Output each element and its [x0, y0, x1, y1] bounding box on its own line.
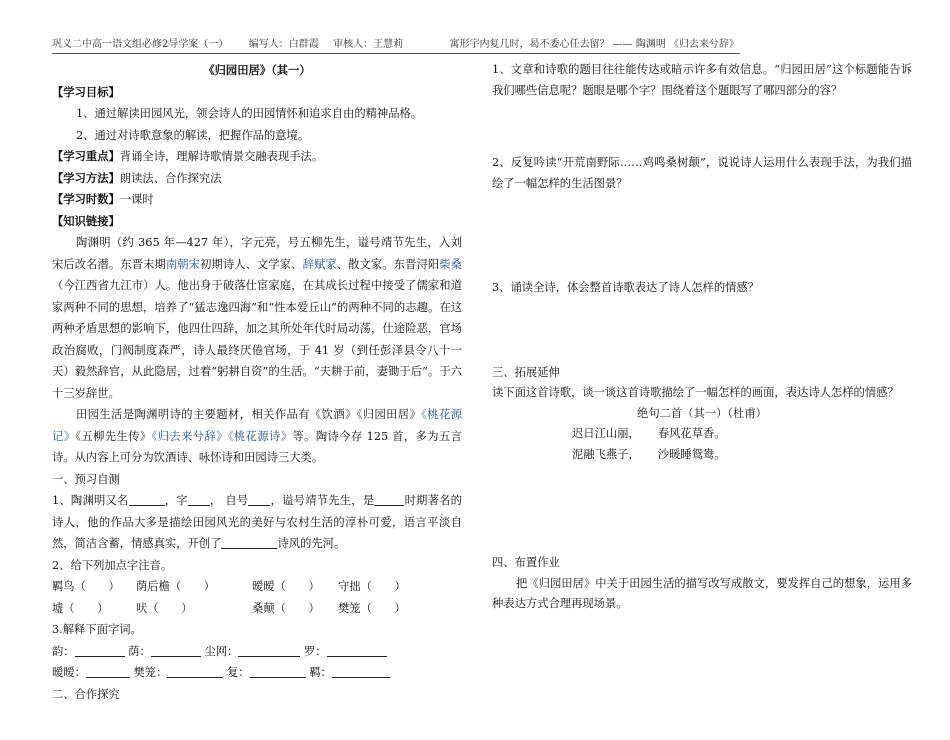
right-question-1: 1、文章和诗歌的题目往往能传达或暗示许多有效信息。“归园田居”这个标题能告诉我们哪些信息呢？题眼是哪个字？围绕着这个题眼写了哪四部分的容？: [492, 63, 912, 97]
explain-blank[interactable]: [327, 644, 387, 657]
link-taohuayuanshi[interactable]: 《桃花源诗》: [227, 429, 293, 443]
link-taohuayuanji[interactable]: 《桃花源记》: [52, 408, 462, 443]
section-preview: 一、预习自测: [52, 472, 120, 486]
bio-text-1: 陶渊明（约 365 年—427 年），字元亮，号五柳先生，谥号靖节先生，入刘宋后改名潜。东晋末期: [52, 236, 462, 271]
homework-text: 把《归园田居》中关于田园生活的描写改写成散文，要发挥自己的想象，运用多种表达方式合理再现场景。: [492, 576, 912, 610]
question-3: 3.解释下面字词。: [52, 623, 142, 636]
answer-space[interactable]: [492, 101, 912, 153]
goal-1: 1、通过解读田园风光，领会诗人的田园情怀和追求自由的精神品格。: [76, 107, 423, 120]
method-label: 【学习方法】: [52, 170, 120, 185]
link-chaisang[interactable]: 柴桑: [439, 257, 462, 271]
pinyin-item: 墟（ ）: [52, 601, 109, 615]
question-1: [52, 490, 462, 555]
pinyin-row-1: [52, 576, 462, 598]
bio-paragraph: [52, 232, 462, 404]
section-extension: 三、拓展延伸: [492, 365, 560, 379]
header-author: 编写人：白群霞: [248, 39, 319, 50]
goals-heading: 【学习目标】: [52, 84, 120, 99]
q1-blank-4[interactable]: [374, 493, 404, 506]
works-text-a: 田园生活是陶渊明诗的主要题材，相关作品有《饮酒》《归园田居》: [76, 408, 422, 421]
q1-text-d: ，谥号靖节先生，是: [270, 494, 375, 507]
pinyin-item: 暧暧（ ）: [252, 580, 320, 593]
answer-space[interactable]: [492, 194, 912, 278]
bio-text-4: （今江西省九江市）人。他出身于破落仕宦家庭，在其成长过程中接受了儒家和道家两种不同的思想，培养了“猛志逸四海”和“性本爱丘山”的两种不同的志趣。在这两种矛盾思想的影响下，他四仕四辞，加之其所处年代时局动荡，仕途险恶，官场政治腐败，门阀制度森严，诗人最终厌倦官场，于 41 岁（到任彭泽县令八十一天）毅然辞官，从此隐居，过着“躬耕自资”的生活。“夫耕于前，妻锄于后”。于六十三岁辞世。: [52, 279, 462, 400]
explain-blank[interactable]: [332, 665, 390, 678]
question-2: 2、给下列加点字注音。: [52, 558, 173, 572]
pinyin-item: 吠（ ）: [136, 601, 193, 615]
explain-label: 尘网：: [204, 644, 239, 658]
section-cooperative: 二、合作探究: [52, 687, 120, 701]
hours-label: 【学习时数】: [52, 192, 120, 206]
pinyin-item: 樊笼（ ）: [338, 601, 406, 615]
explain-blank[interactable]: [238, 644, 300, 657]
q1-blank-2[interactable]: [188, 493, 210, 506]
explain-label: 复：: [227, 666, 250, 679]
poem-verse: 泥融飞燕子，: [572, 447, 640, 461]
hours-text: 一课时: [119, 193, 154, 206]
explain-row-2: [52, 662, 462, 684]
q1-blank-3[interactable]: [248, 493, 270, 506]
pinyin-item: 桑颠（ ）: [252, 601, 320, 615]
explain-label: 罗：: [303, 644, 327, 658]
poem-line-2: [492, 445, 912, 466]
poem-verse: 迟日江山丽，: [572, 427, 640, 440]
q1-blank-1[interactable]: [129, 493, 165, 506]
explain-blank[interactable]: [86, 665, 130, 678]
poem-line-1: [492, 424, 912, 445]
works-paragraph: [52, 404, 462, 469]
explain-blank[interactable]: [75, 644, 125, 657]
answer-space[interactable]: [492, 465, 912, 553]
works-text-b: 《五柳先生传》: [75, 429, 152, 443]
poem-verse: 沙暖睡鸳鸯。: [657, 447, 726, 461]
key-label: 【学习重点】: [52, 149, 120, 163]
q1-text-c: ， 自号: [209, 494, 249, 507]
q1-blank-5[interactable]: [221, 536, 277, 549]
explain-label: 羁：: [309, 666, 332, 679]
pinyin-row-2: [52, 598, 462, 620]
methods: [52, 168, 462, 190]
q1-text-b: ，字: [164, 494, 188, 507]
link-guiqulaixici[interactable]: 《归去来兮辞》: [151, 429, 228, 443]
knowledge-heading: 【知识链接】: [52, 213, 120, 228]
explain-label: 暧暧：: [52, 666, 86, 679]
q1-text-f: 诗风的先河。: [277, 537, 346, 550]
left-column: [52, 60, 462, 705]
explain-label: 荫：: [128, 644, 151, 658]
poem-title: 绝句二首（其一）（杜甫）: [637, 406, 767, 420]
right-column: [492, 60, 912, 615]
right-question-2: 2、反复吟读“开荒南野际……鸡鸣桑树颠”，说说诗人运用什么表现手法，为我们描绘了一幅怎样的生活图景？: [492, 156, 912, 190]
poem-verse: 春风花草香。: [657, 427, 726, 440]
q1-text-a: 1、陶渊明又名: [52, 494, 129, 507]
header-quote: 寓形宇内复几时，曷不委心任去留？ —— 陶渊明 《归去来兮辞》: [449, 39, 740, 50]
explain-blank[interactable]: [250, 665, 306, 678]
header-school: 巩义二中高一语文组必修2导学案（一）: [52, 39, 229, 50]
explain-blank[interactable]: [167, 665, 223, 678]
link-nanchaosong[interactable]: 南朝宋: [165, 257, 201, 271]
q1-text-e: 时期著名的诗人，他的作品大多是描绘田园风光的美好与农村生活的淳朴可爱，语言平淡自然，简洁含蓄，情感真实，开创了: [52, 494, 462, 550]
explain-blank[interactable]: [151, 644, 201, 657]
lesson-title: 《归园田居》（其一）: [203, 63, 311, 77]
hours: [52, 189, 462, 211]
goal-2: 2、通过对诗歌意象的解读，把握作品的意境。: [76, 128, 310, 142]
section-homework: 四、布置作业: [492, 556, 560, 569]
page-header: [52, 38, 740, 54]
pinyin-item: 羁鸟（ ）: [52, 580, 120, 593]
explain-label: 韵：: [52, 644, 75, 658]
pinyin-item: 荫后檐（ ）: [136, 580, 216, 593]
right-question-3: 3、诵读全诗，体会整首诗歌表达了诗人怎样的情感？: [492, 281, 760, 294]
method-text: 朗读法、合作探究法: [119, 171, 222, 185]
key-text: 背诵全诗，理解诗歌情景交融表现手法。: [119, 150, 324, 163]
bio-text-2: 初期诗人、文学家、: [200, 257, 303, 271]
extension-intro: 读下面这首诗歌，谈一谈这首诗歌描绘了一幅怎样的画面，表达诗人怎样的情感？: [492, 386, 899, 399]
answer-space[interactable]: [492, 299, 912, 363]
explain-row-1: [52, 641, 462, 663]
works-text-c: 等。陶诗今存 125 首，多为五言诗。从内容上可分为饮酒诗、咏怀诗和田园诗三大类。: [52, 429, 462, 464]
bio-text-3: 、散文家。东晋浔阳: [336, 257, 440, 271]
link-cifujia[interactable]: 辞赋家: [302, 257, 337, 271]
pinyin-item: 守拙（ ）: [338, 580, 406, 593]
key-points: [52, 146, 462, 168]
explain-label: 樊笼：: [133, 666, 168, 679]
header-reviewer: 审核人：王慧莉: [333, 39, 404, 50]
